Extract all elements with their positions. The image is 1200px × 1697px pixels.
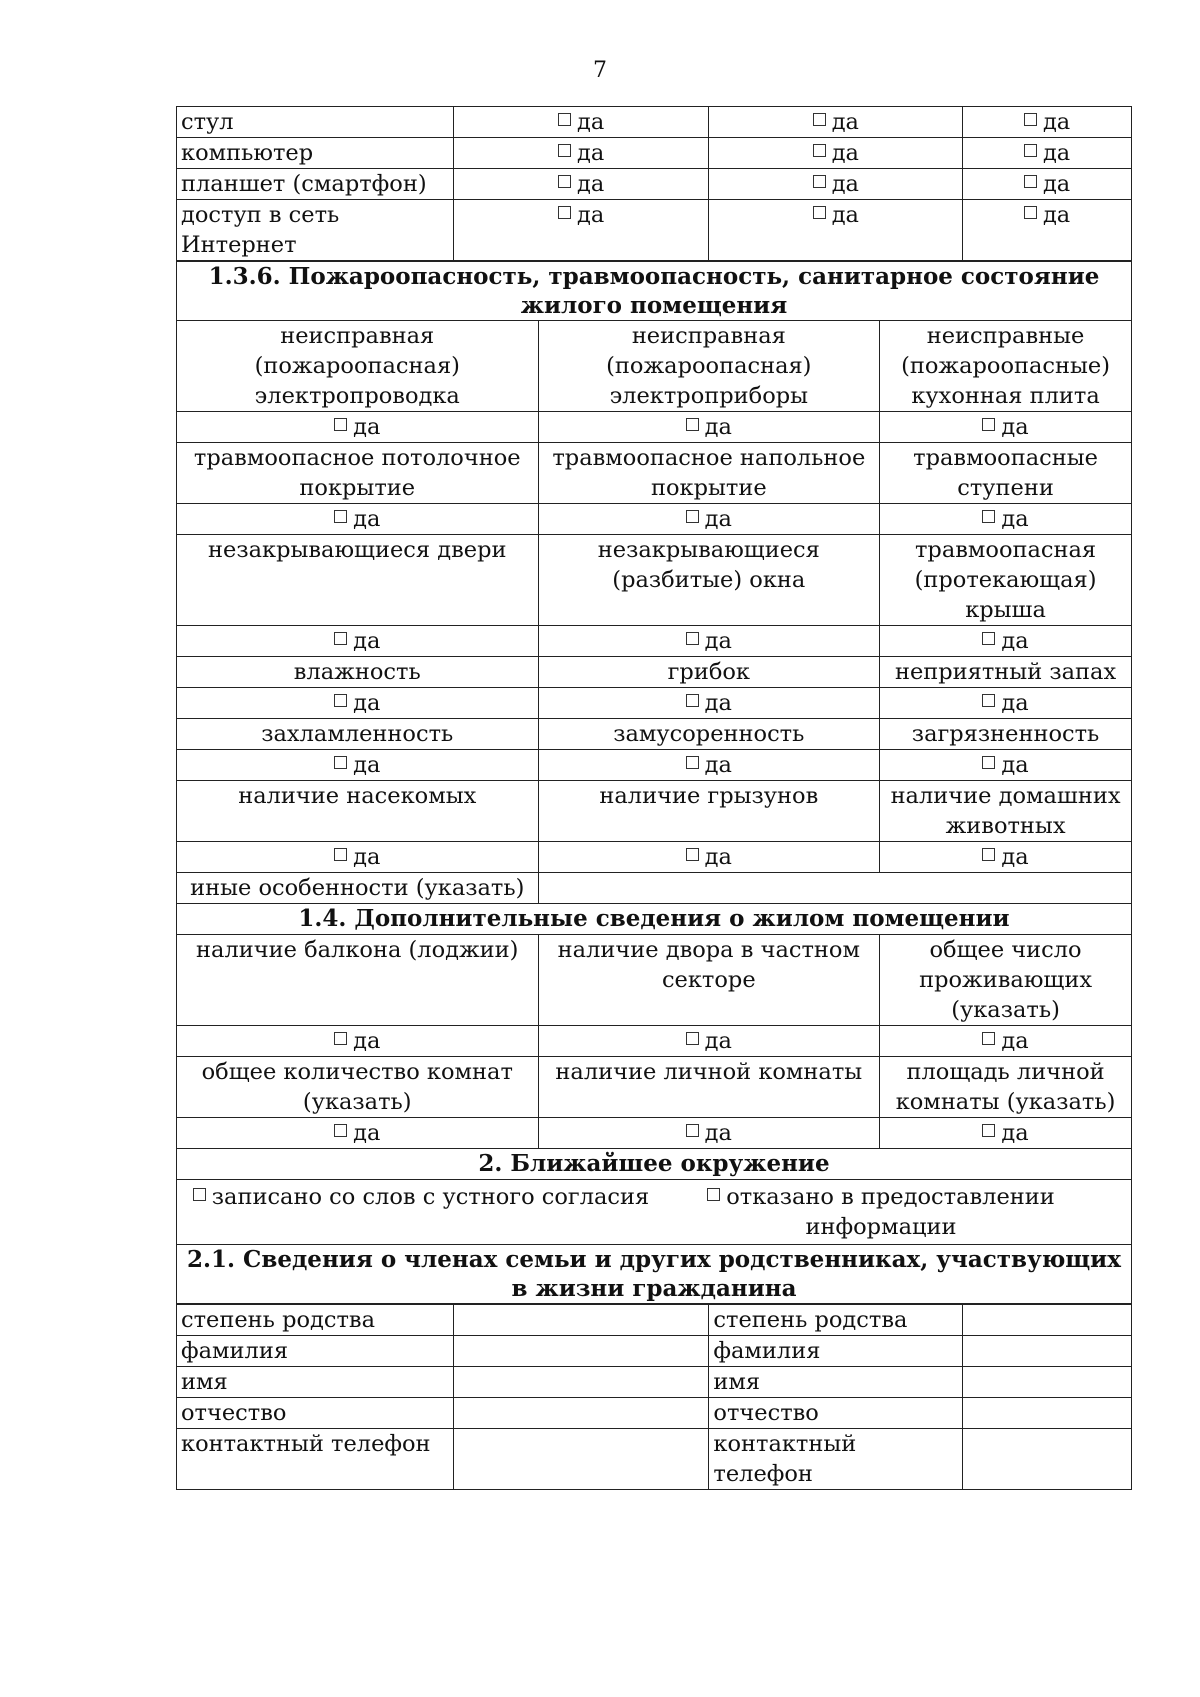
checkbox-icon[interactable] — [334, 1032, 347, 1045]
checkbox-icon[interactable] — [686, 632, 699, 645]
criterion-checkbox[interactable] — [880, 688, 1132, 719]
checkbox-icon[interactable] — [982, 694, 995, 707]
relative-field-label: фамилия — [709, 1336, 963, 1367]
criteria-checkbox-row — [177, 1026, 1132, 1057]
consent-recorded-option[interactable] — [181, 1182, 661, 1212]
checkbox-label: да — [353, 506, 381, 532]
criteria-checkbox-row — [177, 842, 1132, 873]
criterion-checkbox[interactable] — [538, 412, 880, 443]
relative-row — [177, 1305, 1132, 1336]
checkbox-icon[interactable] — [558, 113, 571, 126]
criterion-label: наличие грызунов — [538, 781, 880, 842]
criterion-checkbox[interactable] — [177, 842, 539, 873]
equipment-checkbox[interactable] — [453, 138, 709, 169]
checkbox-label: да — [1001, 690, 1029, 716]
equipment-label: компьютер — [177, 138, 454, 169]
consent-recorded-label: записано со слов с устного согласия — [211, 1184, 650, 1210]
criterion-checkbox[interactable] — [538, 1026, 880, 1057]
checkbox-label: да — [1042, 202, 1071, 228]
criteria-row — [177, 719, 1132, 750]
checkbox-icon[interactable] — [982, 510, 995, 523]
checkbox-label: да — [704, 414, 732, 440]
checkbox-label: да — [831, 140, 859, 166]
criterion-checkbox[interactable] — [177, 626, 539, 657]
criterion-checkbox[interactable] — [880, 1026, 1132, 1057]
checkbox-icon[interactable] — [686, 418, 699, 431]
checkbox-icon[interactable] — [686, 756, 699, 769]
criterion-label: травмоопасная (протекающая) крыша — [880, 535, 1132, 626]
checkbox-icon[interactable] — [813, 144, 826, 157]
checkbox-icon[interactable] — [334, 848, 347, 861]
checkbox-icon[interactable] — [1024, 113, 1037, 126]
equipment-row — [177, 200, 1132, 261]
criterion-label: травмоопасное напольное покрытие — [538, 443, 880, 504]
section-1-3-6-title: 1.3.6. Пожароопасность, травмоопасность, санитарное состояние жилого помещения — [177, 262, 1132, 321]
equipment-checkbox[interactable] — [453, 169, 709, 200]
checkbox-label: да — [1001, 414, 1029, 440]
criterion-checkbox[interactable] — [538, 750, 880, 781]
criterion-checkbox[interactable] — [177, 688, 539, 719]
criterion-checkbox[interactable] — [538, 842, 880, 873]
checkbox-label: да — [1042, 140, 1071, 166]
checkbox-icon[interactable] — [813, 175, 826, 188]
relative-field-value[interactable] — [963, 1429, 1132, 1490]
checkbox-icon[interactable] — [686, 1032, 699, 1045]
checkbox-label: да — [577, 202, 605, 228]
checkbox-icon[interactable] — [982, 632, 995, 645]
checkbox-icon[interactable] — [982, 418, 995, 431]
equipment-row — [177, 169, 1132, 200]
form-sheet — [176, 106, 1132, 1490]
criterion-label: влажность — [177, 657, 539, 688]
checkbox-icon[interactable] — [982, 1032, 995, 1045]
checkbox-label: да — [704, 690, 732, 716]
criterion-label: неисправная (пожароопасная) электропроводка — [177, 321, 539, 412]
relative-field-value[interactable] — [963, 1336, 1132, 1367]
checkbox-label: да — [704, 1120, 732, 1146]
relative-field-label: степень родства — [709, 1305, 963, 1336]
criterion-label: общее число проживающих (указать) — [880, 935, 1132, 1026]
relative-field-value[interactable] — [453, 1367, 709, 1398]
equipment-checkbox[interactable] — [709, 138, 963, 169]
relative-row — [177, 1429, 1132, 1490]
checkbox-label: да — [704, 1028, 732, 1054]
checkbox-icon[interactable] — [982, 756, 995, 769]
checkbox-label: да — [577, 171, 605, 197]
checkbox-label: да — [577, 140, 605, 166]
criteria-checkbox-row — [177, 626, 1132, 657]
criteria-row — [177, 1057, 1132, 1118]
criterion-label: наличие двора в частном секторе — [538, 935, 880, 1026]
criterion-label: захламленность — [177, 719, 539, 750]
relative-field-value[interactable] — [453, 1398, 709, 1429]
equipment-checkbox[interactable] — [963, 200, 1132, 261]
criterion-label: наличие балкона (лоджии) — [177, 935, 539, 1026]
checkbox-label: да — [353, 752, 381, 778]
equipment-label: доступ в сеть Интернет — [177, 200, 454, 261]
checkbox-icon[interactable] — [707, 1188, 720, 1201]
criterion-label: неприятный запах — [880, 657, 1132, 688]
equipment-checkbox[interactable] — [453, 107, 709, 138]
criteria-checkbox-row — [177, 688, 1132, 719]
checkbox-label: да — [577, 109, 605, 135]
criterion-label: площадь личной комнаты (указать) — [880, 1057, 1132, 1118]
criterion-checkbox[interactable] — [880, 1118, 1132, 1149]
checkbox-icon[interactable] — [686, 510, 699, 523]
criteria-row — [177, 321, 1132, 412]
consent-refused-label: отказано в предоставлении информации — [726, 1184, 1055, 1240]
checkbox-label: да — [1001, 506, 1029, 532]
other-features-field[interactable] — [538, 873, 1131, 904]
relative-field-label: имя — [709, 1367, 963, 1398]
criterion-label: наличие личной комнаты — [538, 1057, 880, 1118]
relative-field-value[interactable] — [453, 1336, 709, 1367]
checkbox-icon[interactable] — [558, 144, 571, 157]
checkbox-icon[interactable] — [982, 1124, 995, 1137]
criterion-checkbox[interactable] — [538, 688, 880, 719]
checkbox-label: да — [1001, 628, 1029, 654]
relative-field-value[interactable] — [963, 1305, 1132, 1336]
criterion-checkbox[interactable] — [177, 750, 539, 781]
criterion-label: наличие домашних животных — [880, 781, 1132, 842]
checkbox-label: да — [704, 506, 732, 532]
checkbox-icon[interactable] — [982, 848, 995, 861]
equipment-checkbox[interactable] — [453, 200, 709, 261]
relative-row — [177, 1398, 1132, 1429]
criteria-checkbox-row — [177, 750, 1132, 781]
criterion-checkbox[interactable] — [880, 842, 1132, 873]
equipment-table — [176, 106, 1132, 261]
consent-row — [177, 1180, 1132, 1245]
relative-field-label: имя — [177, 1367, 454, 1398]
criterion-label: общее количество комнат (указать) — [177, 1057, 539, 1118]
relatives-table — [176, 1304, 1132, 1490]
page-number: 7 — [593, 58, 607, 83]
criterion-checkbox[interactable] — [538, 504, 880, 535]
criterion-label: незакрывающиеся двери — [177, 535, 539, 626]
checkbox-label: да — [353, 628, 381, 654]
equipment-checkbox[interactable] — [709, 107, 963, 138]
relative-row — [177, 1367, 1132, 1398]
checkbox-icon[interactable] — [334, 418, 347, 431]
checkbox-label: да — [1042, 171, 1071, 197]
relative-field-label: контактный телефон — [709, 1429, 963, 1490]
criteria-checkbox-row — [177, 504, 1132, 535]
checkbox-label: да — [353, 414, 381, 440]
section-1-4-title: 1.4. Дополнительные сведения о жилом помещении — [177, 904, 1132, 935]
checkbox-label: да — [353, 1120, 381, 1146]
checkbox-label: да — [831, 109, 859, 135]
equipment-label: стул — [177, 107, 454, 138]
criterion-checkbox[interactable] — [538, 626, 880, 657]
equipment-checkbox[interactable] — [963, 169, 1132, 200]
criterion-checkbox[interactable] — [880, 626, 1132, 657]
checkbox-icon[interactable] — [1024, 175, 1037, 188]
checkbox-icon[interactable] — [686, 848, 699, 861]
criterion-label: неисправная (пожароопасная) электроприборы — [538, 321, 880, 412]
checkbox-icon[interactable] — [558, 206, 571, 219]
checkbox-label: да — [353, 1028, 381, 1054]
relative-field-value[interactable] — [963, 1398, 1132, 1429]
checkbox-icon[interactable] — [1024, 206, 1037, 219]
criterion-label: незакрывающиеся (разбитые) окна — [538, 535, 880, 626]
checkbox-icon[interactable] — [686, 1124, 699, 1137]
checkbox-label: да — [704, 628, 732, 654]
checkbox-label: да — [1001, 1120, 1029, 1146]
criterion-label: неисправные (пожароопасные) кухонная плита — [880, 321, 1132, 412]
checkbox-icon[interactable] — [1024, 144, 1037, 157]
criterion-label: загрязненность — [880, 719, 1132, 750]
section-2-title: 2. Ближайшее окружение — [177, 1149, 1132, 1180]
checkbox-label: да — [353, 844, 381, 870]
section-2-1-title: 2.1. Сведения о членах семьи и других родственниках, участвующих в жизни гражданина — [177, 1245, 1132, 1304]
equipment-row — [177, 138, 1132, 169]
checkbox-icon[interactable] — [558, 175, 571, 188]
checkbox-label: да — [1001, 752, 1029, 778]
checkbox-icon[interactable] — [334, 632, 347, 645]
criteria-row — [177, 443, 1132, 504]
criteria-checkbox-row — [177, 412, 1132, 443]
criterion-checkbox[interactable] — [880, 412, 1132, 443]
checkbox-label: да — [353, 690, 381, 716]
criterion-checkbox[interactable] — [177, 504, 539, 535]
checkbox-label: да — [704, 844, 732, 870]
checkbox-icon[interactable] — [813, 206, 826, 219]
criterion-checkbox[interactable] — [880, 504, 1132, 535]
equipment-checkbox[interactable] — [709, 169, 963, 200]
relative-field-label: степень родства — [177, 1305, 454, 1336]
checkbox-icon[interactable] — [334, 510, 347, 523]
equipment-label: планшет (смартфон) — [177, 169, 454, 200]
criteria-row — [177, 781, 1132, 842]
criterion-label: наличие насекомых — [177, 781, 539, 842]
checkbox-icon[interactable] — [334, 694, 347, 707]
relative-field-value[interactable] — [453, 1305, 709, 1336]
checkbox-icon[interactable] — [193, 1188, 206, 1201]
criteria-row — [177, 657, 1132, 688]
relative-field-value[interactable] — [963, 1367, 1132, 1398]
criteria-row — [177, 935, 1132, 1026]
relative-row — [177, 1336, 1132, 1367]
checkbox-label: да — [1042, 109, 1071, 135]
criterion-label: травмоопасное потолочное покрытие — [177, 443, 539, 504]
criterion-checkbox[interactable] — [177, 1118, 539, 1149]
housing-condition-table — [176, 261, 1132, 1304]
criterion-label: замусоренность — [538, 719, 880, 750]
checkbox-icon[interactable] — [813, 113, 826, 126]
equipment-checkbox[interactable] — [709, 200, 963, 261]
criterion-label: травмоопасные ступени — [880, 443, 1132, 504]
relative-field-value[interactable] — [453, 1429, 709, 1490]
checkbox-icon[interactable] — [334, 756, 347, 769]
consent-refused-option[interactable] — [661, 1182, 1101, 1242]
checkbox-icon[interactable] — [686, 694, 699, 707]
criteria-checkbox-row — [177, 1118, 1132, 1149]
criteria-row — [177, 535, 1132, 626]
criterion-label: грибок — [538, 657, 880, 688]
checkbox-label: да — [831, 202, 859, 228]
checkbox-label: да — [831, 171, 859, 197]
criterion-checkbox[interactable] — [177, 412, 539, 443]
equipment-checkbox[interactable] — [963, 138, 1132, 169]
relative-field-label: контактный телефон — [177, 1429, 454, 1490]
checkbox-icon[interactable] — [334, 1124, 347, 1137]
checkbox-label: да — [1001, 1028, 1029, 1054]
checkbox-label: да — [1001, 844, 1029, 870]
criterion-checkbox[interactable] — [538, 1118, 880, 1149]
relative-field-label: фамилия — [177, 1336, 454, 1367]
checkbox-label: да — [704, 752, 732, 778]
criterion-checkbox[interactable] — [880, 750, 1132, 781]
other-features-label: иные особенности (указать) — [177, 873, 539, 904]
equipment-row — [177, 107, 1132, 138]
criterion-checkbox[interactable] — [177, 1026, 539, 1057]
relative-field-label: отчество — [709, 1398, 963, 1429]
relative-field-label: отчество — [177, 1398, 454, 1429]
equipment-checkbox[interactable] — [963, 107, 1132, 138]
